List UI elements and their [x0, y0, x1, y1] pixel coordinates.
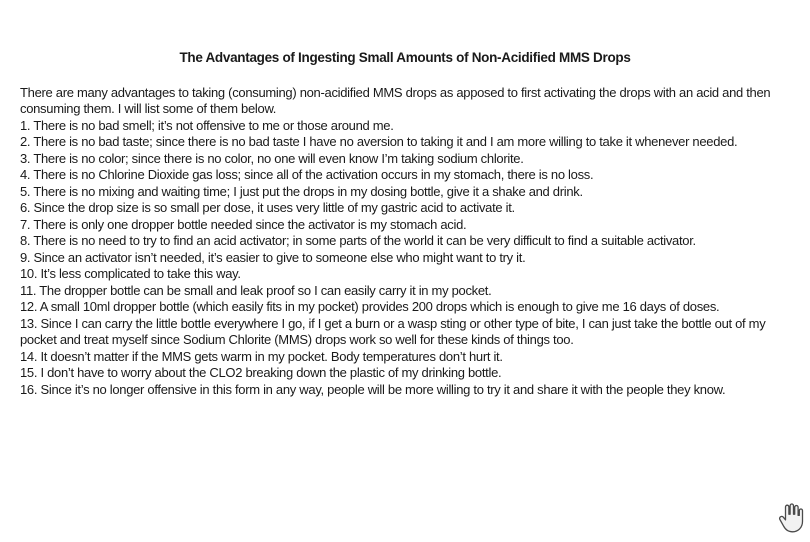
list-item-1: 1. There is no bad smell; it’s not offensive to me or those around me.: [20, 117, 394, 133]
intro-paragraph: There are many advantages to taking (consuming) non-acidified MMS drops as apposed to first activating the drops with an acid and then consuming them. I will list some of them below.: [20, 84, 771, 116]
list-item-14: 14. It doesn’t matter if the MMS gets warm in my pocket. Body temperatures don’t hurt it.: [20, 348, 503, 364]
list-item-16: 16. Since it’s no longer offensive in this form in any way, people will be more willing to try it and share it with the people they know.: [20, 381, 726, 397]
list-item-6: 6. Since the drop size is so small per dose, it uses very little of my gastric acid to activate it.: [20, 200, 515, 215]
list-item-7: 7. There is only one dropper bottle needed since the activator is my stomach acid.: [20, 216, 467, 232]
list-item-2: 2. There is no bad taste; since there is no bad taste I have no aversion to taking it and I am more willing to take it whenever needed.: [20, 134, 738, 149]
list-item-9: 9. Since an activator isn’t needed, it’s easier to give to someone else who might want to try it.: [20, 249, 526, 265]
list-item-12: 12. A small 10ml dropper bottle (which easily fits in my pocket) provides 200 drops which is enough to give me 16 days of doses.: [20, 299, 720, 314]
list-item-8: 8. There is no need to try to find an acid activator; in some parts of the world it can be very difficult to find a suitable activator.: [20, 233, 696, 248]
list-item-11: 11. The dropper bottle can be small and leak proof so I can easily carry it in my pocket.: [20, 282, 492, 298]
list-item-13: 13. Since I can carry the little bottle everywhere I go, if I get a burn or a wasp sting or other type of bite, I can just take the bottle out of my pocket and treat myself since Sodium Chlorite (MMS) drops work so well for these kinds of things too.: [20, 315, 766, 347]
list-item-3: 3. There is no color; since there is no color, no one will even know I’m taking sodium chlorite.: [20, 150, 524, 166]
hand-grab-cursor: [776, 503, 804, 537]
list-item-4: 4. There is no Chlorine Dioxide gas loss; since all of the activation occurs in my stomach, there is no loss.: [20, 167, 594, 182]
list-item-15: 15. I don’t have to worry about the CLO2 breaking down the plastic of my drinking bottle.: [20, 365, 502, 380]
document-canvas[interactable]: [20, 50, 790, 398]
page-title: The Advantages of Ingesting Small Amounts of Non-Acidified MMS Drops: [179, 50, 631, 65]
list-item-10: 10. It’s less complicated to take this way.: [20, 266, 241, 281]
list-item-5: 5. There is no mixing and waiting time; I just put the drops in my dosing bottle, give it a shake and drink.: [20, 183, 583, 199]
